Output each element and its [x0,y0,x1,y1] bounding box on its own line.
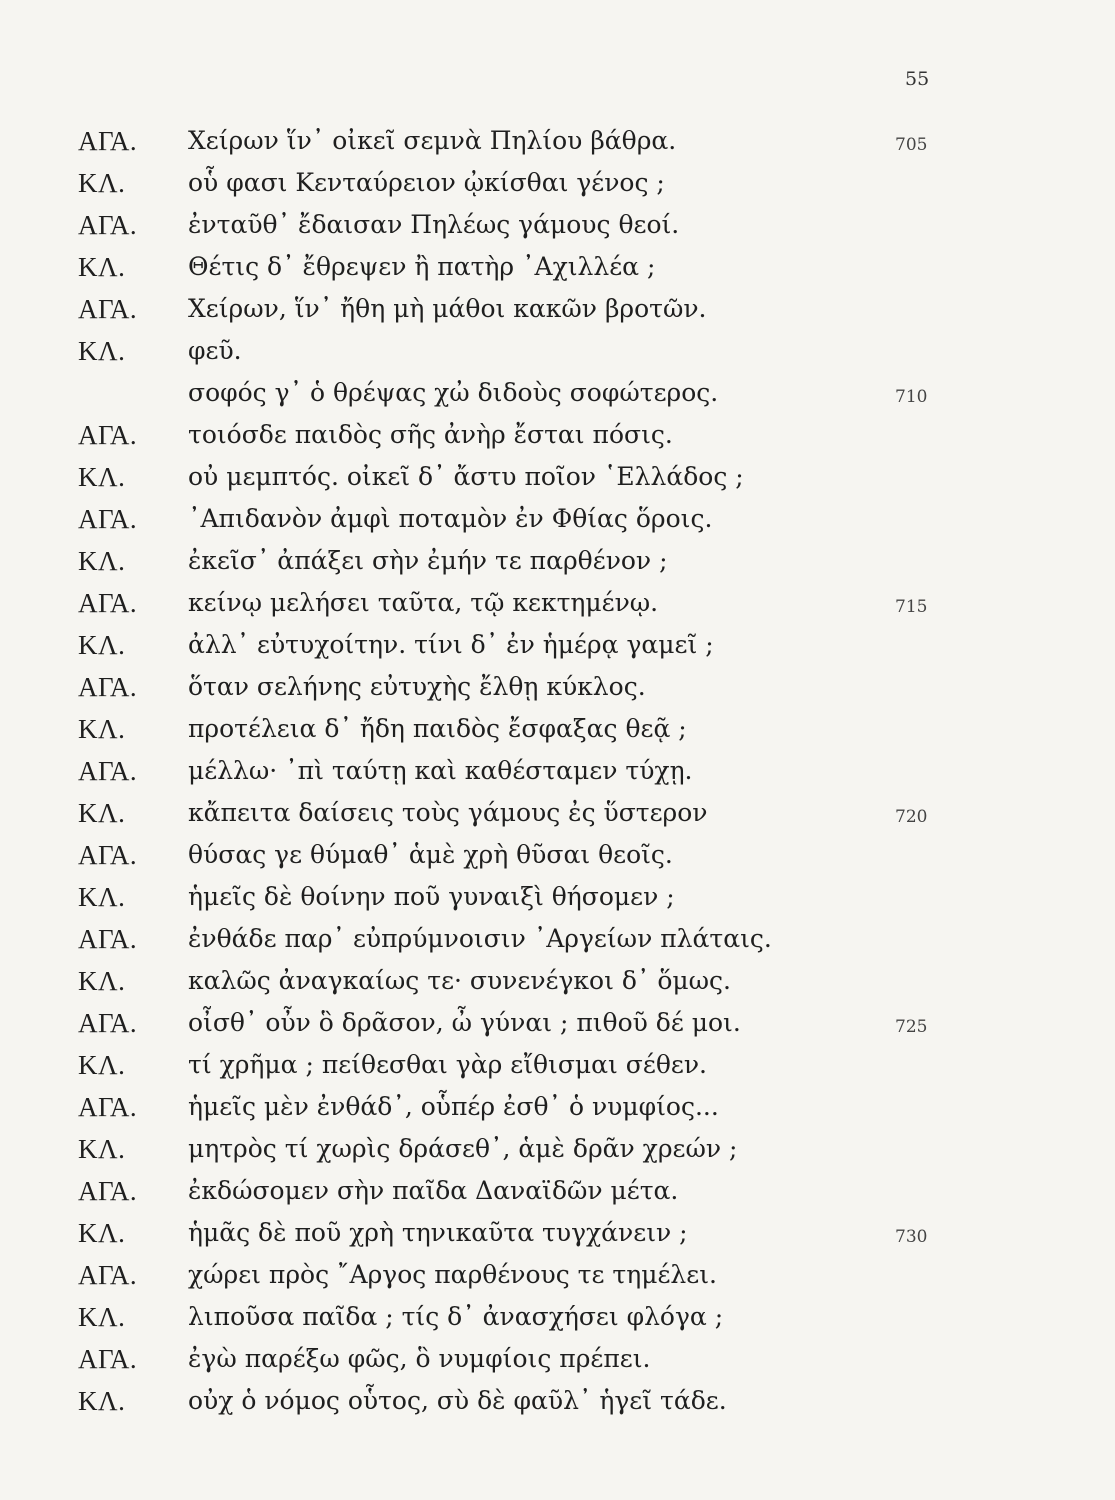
speaker-label: ΚΛ. [78,882,126,912]
verse-text: τί χρῆμα ; πείθεσθαι γὰρ εἴθισμαι σέθεν. [188,1050,707,1079]
speaker-label: ΑΓΑ. [78,756,138,786]
verse-line [78,204,978,246]
line-number: 720 [895,807,928,827]
speaker-label: ΑΓΑ. [78,1092,138,1122]
verse-line [78,162,978,204]
verse-text: φεῦ. [188,336,242,365]
verse-text: οὐ μεμπτός. οἰκεῖ δ᾽ ἄστυ ποῖον ῾Ελλάδος ; [188,462,744,491]
verse-text: μητρὸς τί χωρὶς δράσεθ᾽, ἁμὲ δρᾶν χρεών ; [188,1134,738,1163]
verse-text: ἡμᾶς δὲ ποῦ χρὴ τηνικαῦτα τυγχάνειν ; [188,1218,688,1247]
verse-text: οἶσθ᾽ οὖν ὃ δρᾶσον, ὦ γύναι ; πιθοῦ δέ μοι. [188,1008,741,1037]
verse-line [78,750,978,792]
speaker-label: ΚΛ. [78,462,126,492]
verse-line [78,246,978,288]
speaker-label: ΑΓΑ. [78,504,138,534]
speaker-label: ΑΓΑ. [78,126,138,156]
verse-line [78,1338,978,1380]
speaker-label: ΚΛ. [78,966,126,996]
verse-line [78,1212,978,1254]
line-number: 710 [895,387,928,407]
speaker-label: ΑΓΑ. [78,840,138,870]
speaker-label: ΚΛ. [78,1386,126,1416]
verse-line [78,330,978,372]
verse-line [78,666,978,708]
speaker-label: ΚΛ. [78,546,126,576]
verse-text: ἐνταῦθ᾽ ἔδαισαν Πηλέως γάμους θεοί. [188,210,680,239]
speaker-label: ΑΓΑ. [78,294,138,324]
speaker-label: ΑΓΑ. [78,672,138,702]
verse-text: ὅταν σελήνης εὐτυχὴς ἔλθῃ κύκλος. [188,672,646,701]
verse-line [78,1002,978,1044]
verse-line [78,918,978,960]
verse-text: ἐγὼ παρέξω φῶς, ὃ νυμφίοις πρέπει. [188,1344,651,1373]
verse-line [78,876,978,918]
verse-line [78,582,978,624]
verse-text: κἄπειτα δαίσεις τοὺς γάμους ἐς ὕστερον [188,798,708,827]
verse-line [78,624,978,666]
verse-text: καλῶς ἀναγκαίως τε· συνενέγκοι δ᾽ ὅμως. [188,966,731,995]
speaker-label: ΚΛ. [78,1302,126,1332]
line-number: 705 [895,135,928,155]
verse-line [78,960,978,1002]
speaker-label: ΑΓΑ. [78,924,138,954]
speaker-label: ΚΛ. [78,252,126,282]
verse-line [78,708,978,750]
speaker-label: ΑΓΑ. [78,210,138,240]
verse-text: ἀλλ᾽ εὐτυχοίτην. τίνι δ᾽ ἐν ἡμέρᾳ γαμεῖ ; [188,630,714,659]
verse-text: Χείρων ἵν᾽ οἰκεῖ σεμνὰ Πηλίου βάθρα. [188,126,677,155]
verse-line [78,540,978,582]
line-number: 725 [895,1017,928,1037]
verse-text: κείνῳ μελήσει ταῦτα, τῷ κεκτημένῳ. [188,588,659,617]
verse-line [78,120,978,162]
verse-text: ἡμεῖς μὲν ἐνθάδ᾽, οὗπέρ ἐσθ᾽ ὁ νυμφίος... [188,1092,719,1121]
speaker-label: ΚΛ. [78,336,126,366]
verse-text: ἐκεῖσ᾽ ἀπάξει σὴν ἐμήν τε παρθένον ; [188,546,668,575]
speaker-label: ΚΛ. [78,1050,126,1080]
speaker-label: ΑΓΑ. [78,420,138,450]
verse-line [78,1086,978,1128]
verse-line [78,288,978,330]
verse-text: ἐκδώσομεν σὴν παῖδα Δαναϊδῶν μέτα. [188,1176,679,1205]
verse-text: θύσας γε θύμαθ᾽ ἁμὲ χρὴ θῦσαι θεοῖς. [188,840,673,869]
speaker-label: ΑΓΑ. [78,1176,138,1206]
verse-line [78,498,978,540]
page-number: 55 [905,68,930,90]
verse-text: οὐχ ὁ νόμος οὗτος, σὺ δὲ φαῦλ᾽ ἡγεῖ τάδε. [188,1386,727,1415]
verse-text: χώρει πρὸς ῎Αργος παρθένους τε τημέλει. [188,1260,717,1289]
verse-text: λιποῦσα παῖδα ; τίς δ᾽ ἀνασχήσει φλόγα ; [188,1302,724,1331]
speaker-label: ΑΓΑ. [78,1260,138,1290]
verse-text: ἐνθάδε παρ᾽ εὐπρύμνοισιν ᾽Αργείων πλάταις. [188,924,772,953]
speaker-label: ΚΛ. [78,1218,126,1248]
verse-text: προτέλεια δ᾽ ἤδη παιδὸς ἔσφαξας θεᾷ ; [188,714,687,743]
verse-text: ἡμεῖς δὲ θοίνην ποῦ γυναιξὶ θήσομεν ; [188,882,675,911]
speaker-label: ΚΛ. [78,1134,126,1164]
verse-line [78,1170,978,1212]
verse-line [78,1044,978,1086]
speaker-label: ΑΓΑ. [78,1008,138,1038]
verse-text: ᾽Απιδανὸν ἀμφὶ ποταμὸν ἐν Φθίας ὅροις. [188,504,713,533]
speaker-label: ΚΛ. [78,630,126,660]
verse-line [78,1380,978,1422]
speaker-label: ΚΛ. [78,798,126,828]
verse-text: τοιόσδε παιδὸς σῆς ἀνὴρ ἔσται πόσις. [188,420,673,449]
speaker-label: ΚΛ. [78,714,126,744]
verse-line [78,834,978,876]
verse-line [78,1254,978,1296]
verse-line [78,372,978,414]
line-number: 715 [895,597,928,617]
speaker-label: ΑΓΑ. [78,588,138,618]
verse-text: σοφός γ᾽ ὁ θρέψας χὠ διδοὺς σοφώτερος. [188,378,719,407]
verse-text: οὗ φασι Κενταύρειον ᾠκίσθαι γένος ; [188,168,665,197]
verse-line [78,1128,978,1170]
verse-block [78,120,978,1422]
verse-line [78,414,978,456]
verse-line [78,792,978,834]
verse-text: Θέτις δ᾽ ἔθρεψεν ἢ πατὴρ ᾽Αχιλλέα ; [188,252,656,281]
speaker-label: ΑΓΑ. [78,1344,138,1374]
verse-text: μέλλω· ᾽πὶ ταύτῃ καὶ καθέσταμεν τύχῃ. [188,756,693,785]
verse-text: Χείρων, ἵν᾽ ἤθη μὴ μάθοι κακῶν βροτῶν. [188,294,707,323]
speaker-label: ΚΛ. [78,168,126,198]
verse-line [78,1296,978,1338]
line-number: 730 [895,1227,928,1247]
verse-line [78,456,978,498]
